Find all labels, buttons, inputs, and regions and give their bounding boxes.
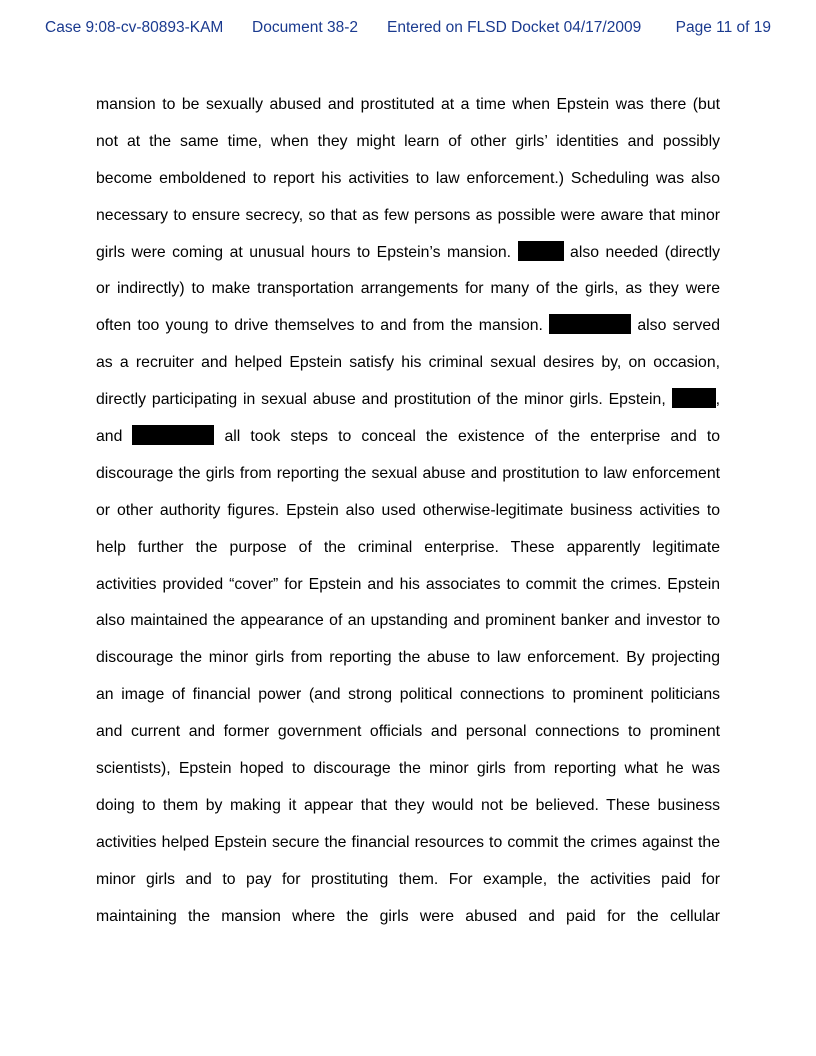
- text-segment: also served: [637, 317, 720, 335]
- document-number: Document 38-2: [252, 19, 358, 36]
- text-line: minor girls and to pay for prostituting them. For example, the activities paid for: [96, 870, 720, 888]
- text-line: or other authority figures. Epstein also used otherwise-legitimate business activities to: [96, 501, 720, 519]
- text-line: doing to them by making it appear that they would not be believed. These business: [96, 796, 720, 814]
- docket-entry-date: Entered on FLSD Docket 04/17/2009: [387, 19, 642, 36]
- text-line: necessary to ensure secrecy, so that as few persons as possible were aware that minor: [96, 206, 720, 224]
- text-line: activities helped Epstein secure the financial resources to commit the crimes against the: [96, 833, 720, 851]
- text-segment: also needed (directly: [570, 243, 720, 261]
- text-segment: often too young to drive themselves to and from the mansion.: [96, 317, 543, 335]
- text-segment: and: [96, 428, 123, 446]
- text-line: maintaining the mansion where the girls were abused and paid for the cellular: [96, 907, 720, 925]
- text-line: [96, 419, 720, 456]
- text-line: [96, 235, 720, 272]
- text-line: discourage the girls from reporting the sexual abuse and prostitution to law enforcement: [96, 464, 720, 482]
- text-line: as a recruiter and helped Epstein satisfy his criminal sexual desires by, on occasion,: [96, 354, 720, 372]
- text-line: discourage the minor girls from reporting the abuse to law enforcement. By projecting: [96, 649, 720, 667]
- redaction-block: [132, 425, 214, 445]
- redaction-block: [518, 241, 564, 261]
- redaction-block: [672, 388, 716, 408]
- text-line: activities provided “cover” for Epstein and his associates to commit the crimes. Epstein: [96, 575, 720, 593]
- text-line: scientists), Epstein hoped to discourage the minor girls from reporting what he was: [96, 760, 720, 778]
- redaction-block: [549, 314, 631, 334]
- text-line: mansion to be sexually abused and prostituted at a time when Epstein was there (but: [96, 96, 720, 113]
- page-number: Page 11 of 19: [675, 19, 771, 36]
- text-line: help further the purpose of the criminal enterprise. These apparently legitimate: [96, 538, 720, 556]
- text-line: not at the same time, when they might learn of other girls’ identities and possibly: [96, 132, 720, 150]
- text-line: become emboldened to report his activities to law enforcement.) Scheduling was also: [96, 169, 720, 187]
- text-line: or indirectly) to make transportation arrangements for many of the girls, as they were: [96, 280, 720, 298]
- text-segment: all took steps to conceal the existence of the enterprise and to: [224, 428, 720, 446]
- text-line: [96, 308, 720, 345]
- text-segment: directly participating in sexual abuse and prostitution of the minor girls. Epstein,: [96, 391, 666, 409]
- text-segment: girls were coming at unusual hours to Epstein’s mansion.: [96, 243, 512, 261]
- text-segment: ,: [715, 391, 721, 409]
- text-line: an image of financial power (and strong political connections to prominent politicians: [96, 686, 720, 704]
- page-header: [45, 18, 771, 38]
- case-number: Case 9:08-cv-80893-KAM: [45, 19, 224, 36]
- text-line: also maintained the appearance of an upstanding and prominent banker and investor to: [96, 612, 720, 630]
- text-line: and current and former government officials and personal connections to prominent: [96, 723, 720, 741]
- text-line: [96, 382, 720, 419]
- document-body: [96, 87, 720, 935]
